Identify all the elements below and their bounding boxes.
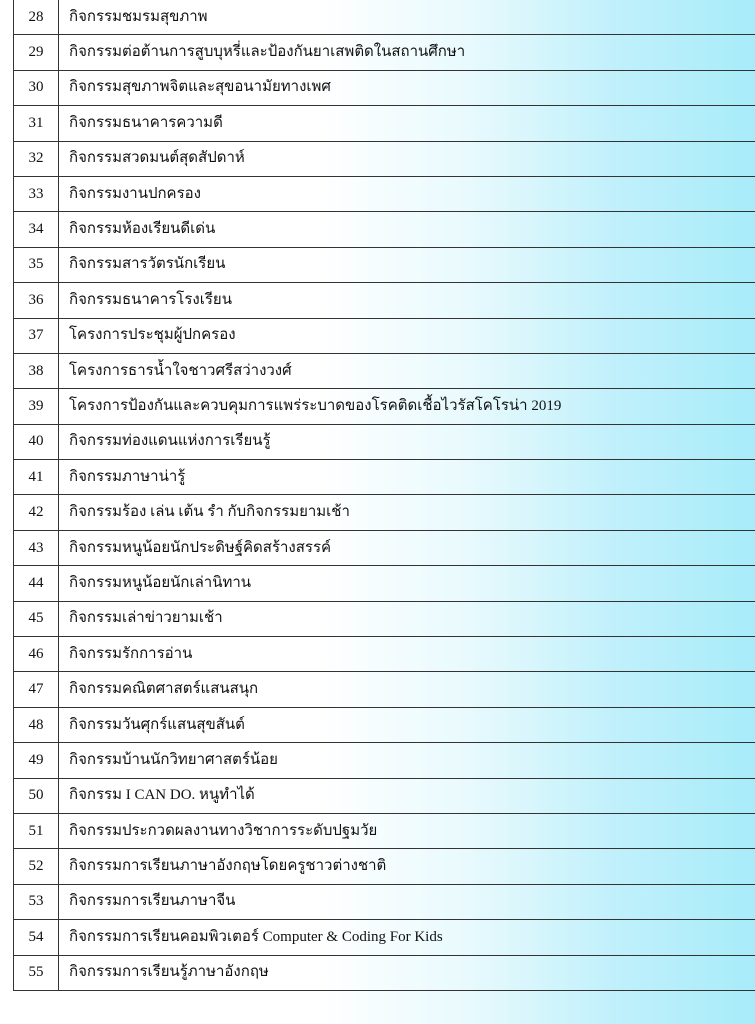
table-row xyxy=(14,70,755,105)
table-row xyxy=(14,460,755,495)
activity-name: กิจกรรมต่อต้านการสูบบุหรี่และป้องกันยาเสพติดในสถานศึกษา xyxy=(59,35,755,70)
row-number: 36 xyxy=(14,283,59,318)
row-number: 48 xyxy=(14,707,59,742)
table-row xyxy=(14,424,755,459)
row-number: 41 xyxy=(14,460,59,495)
activity-name: กิจกรรมธนาคารความดี xyxy=(59,106,755,141)
table-row xyxy=(14,141,755,176)
activity-name: กิจกรรมงานปกครอง xyxy=(59,176,755,211)
row-number: 53 xyxy=(14,884,59,919)
table-row xyxy=(14,920,755,955)
activity-name: กิจกรรมธนาคารโรงเรียน xyxy=(59,283,755,318)
table-row xyxy=(14,637,755,672)
row-number: 44 xyxy=(14,566,59,601)
table-row xyxy=(14,0,755,35)
table-row xyxy=(14,283,755,318)
table-row xyxy=(14,318,755,353)
row-number: 49 xyxy=(14,743,59,778)
table-row xyxy=(14,601,755,636)
table-row xyxy=(14,743,755,778)
row-number: 54 xyxy=(14,920,59,955)
row-number: 55 xyxy=(14,955,59,990)
table-row xyxy=(14,707,755,742)
row-number: 45 xyxy=(14,601,59,636)
table-row xyxy=(14,176,755,211)
activity-name: กิจกรรมการเรียนคอมพิวเตอร์ Computer & Coding For Kids xyxy=(59,920,755,955)
row-number: 32 xyxy=(14,141,59,176)
activity-name: กิจกรรมวันศุกร์แสนสุขสันต์ xyxy=(59,707,755,742)
table-row xyxy=(14,849,755,884)
table-row xyxy=(14,353,755,388)
row-number: 52 xyxy=(14,849,59,884)
activity-name: กิจกรรมการเรียนรู้ภาษาอังกฤษ xyxy=(59,955,755,990)
table-row xyxy=(14,778,755,813)
table-row xyxy=(14,672,755,707)
row-number: 40 xyxy=(14,424,59,459)
row-number: 43 xyxy=(14,530,59,565)
table-row xyxy=(14,566,755,601)
table-row xyxy=(14,212,755,247)
table-row xyxy=(14,35,755,70)
activity-name: กิจกรรมชมรมสุขภาพ xyxy=(59,0,755,35)
activity-name: โครงการประชุมผู้ปกครอง xyxy=(59,318,755,353)
activity-name: กิจกรรมคณิตศาสตร์แสนสนุก xyxy=(59,672,755,707)
activity-name: กิจกรรมการเรียนภาษาจีน xyxy=(59,884,755,919)
row-number: 35 xyxy=(14,247,59,282)
activity-name: กิจกรรมหนูน้อยนักเล่านิทาน xyxy=(59,566,755,601)
row-number: 39 xyxy=(14,389,59,424)
activity-name: กิจกรรม I CAN DO. หนูทำได้ xyxy=(59,778,755,813)
activity-name: กิจกรรมสุขภาพจิตและสุขอนามัยทางเพศ xyxy=(59,70,755,105)
activity-name: กิจกรรมรักการอ่าน xyxy=(59,637,755,672)
row-number: 33 xyxy=(14,176,59,211)
activity-name: กิจกรรมเล่าข่าวยามเช้า xyxy=(59,601,755,636)
activity-name: โครงการป้องกันและควบคุมการแพร่ระบาดของโรคติดเชื้อไวรัสโคโรน่า 2019 xyxy=(59,389,755,424)
row-number: 38 xyxy=(14,353,59,388)
table-row xyxy=(14,389,755,424)
row-number: 34 xyxy=(14,212,59,247)
table-row xyxy=(14,530,755,565)
table-row xyxy=(14,106,755,141)
row-number: 28 xyxy=(14,0,59,35)
row-number: 31 xyxy=(14,106,59,141)
activity-name: กิจกรรมห้องเรียนดีเด่น xyxy=(59,212,755,247)
table-row xyxy=(14,884,755,919)
activity-name: กิจกรรมประกวดผลงานทางวิชาการระดับปฐมวัย xyxy=(59,813,755,848)
activity-name: กิจกรรมสวดมนต์สุดสัปดาห์ xyxy=(59,141,755,176)
table-row xyxy=(14,247,755,282)
row-number: 46 xyxy=(14,637,59,672)
row-number: 42 xyxy=(14,495,59,530)
activity-table xyxy=(13,0,755,991)
table-row xyxy=(14,495,755,530)
table-row xyxy=(14,955,755,990)
row-number: 50 xyxy=(14,778,59,813)
activity-name: กิจกรรมบ้านนักวิทยาศาสตร์น้อย xyxy=(59,743,755,778)
table-row xyxy=(14,813,755,848)
activity-name: กิจกรรมสารวัตรนักเรียน xyxy=(59,247,755,282)
activity-name: กิจกรรมท่องแดนแห่งการเรียนรู้ xyxy=(59,424,755,459)
row-number: 51 xyxy=(14,813,59,848)
row-number: 47 xyxy=(14,672,59,707)
row-number: 29 xyxy=(14,35,59,70)
activity-table-body xyxy=(14,0,755,990)
activity-name: กิจกรรมภาษาน่ารู้ xyxy=(59,460,755,495)
activity-name: กิจกรรมหนูน้อยนักประดิษฐ์คิดสร้างสรรค์ xyxy=(59,530,755,565)
activity-name: โครงการธารน้ำใจชาวศรีสว่างวงศ์ xyxy=(59,353,755,388)
activity-name: กิจกรรมการเรียนภาษาอังกฤษโดยครูชาวต่างชาติ xyxy=(59,849,755,884)
activity-name: กิจกรรมร้อง เล่น เต้น รำ กับกิจกรรมยามเช้า xyxy=(59,495,755,530)
row-number: 30 xyxy=(14,70,59,105)
row-number: 37 xyxy=(14,318,59,353)
